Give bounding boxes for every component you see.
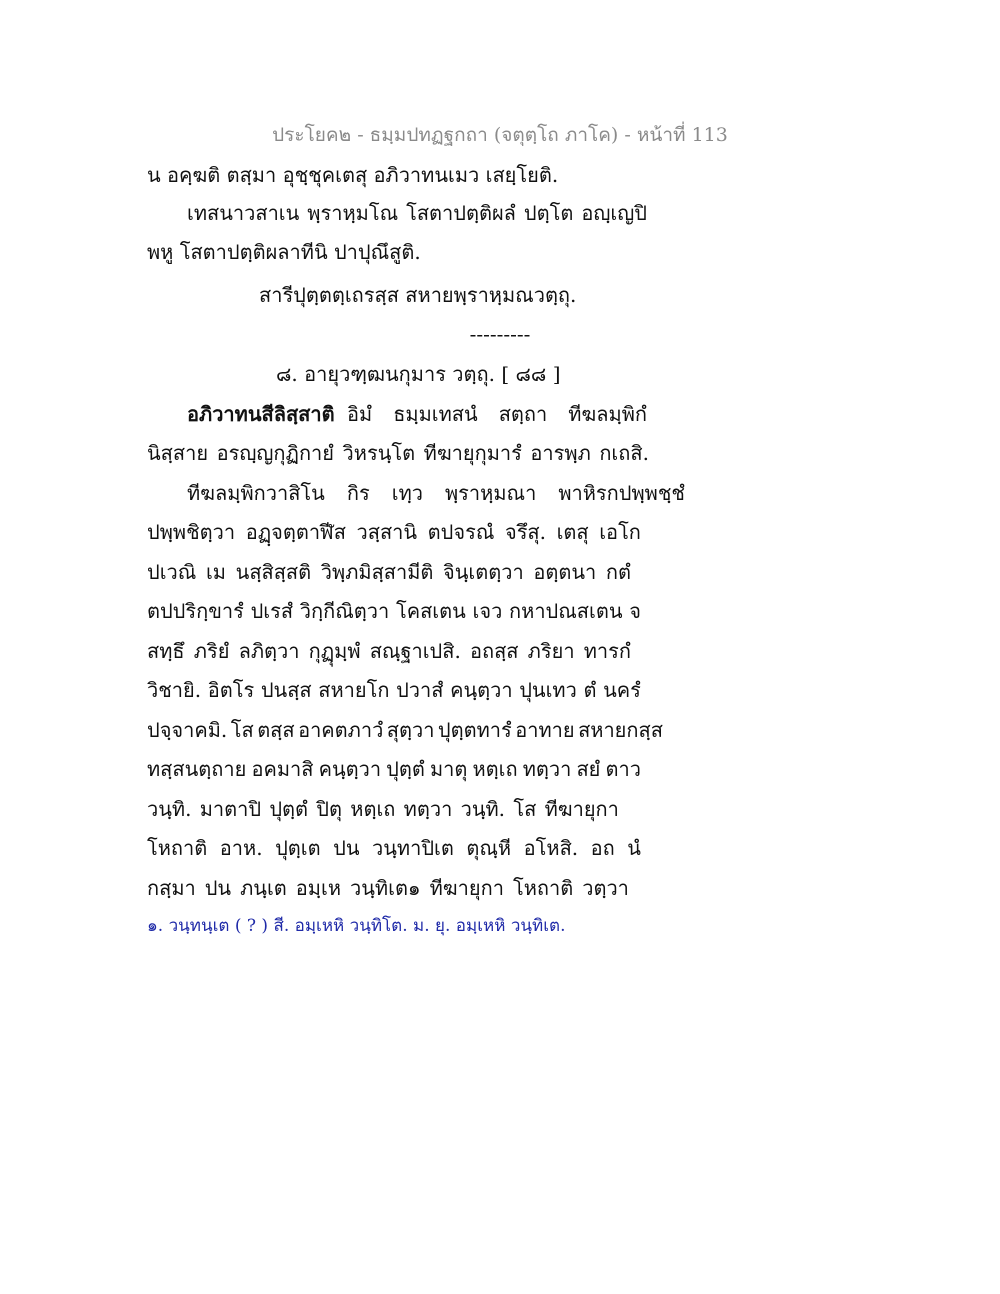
text-line-12 xyxy=(147,637,631,665)
word: อถ xyxy=(590,836,615,860)
separator: --------- xyxy=(469,322,531,346)
text-line-14 xyxy=(147,716,663,744)
word: จรึสุ. xyxy=(504,520,546,544)
word: นครํ xyxy=(603,678,641,702)
text-line-17 xyxy=(147,834,641,862)
word: พฺราหฺมโณ xyxy=(307,201,399,225)
word: อญฺเญปิ xyxy=(581,201,647,225)
word: อาห. xyxy=(219,836,263,860)
word: ภนฺเต xyxy=(240,876,287,900)
text-line-13 xyxy=(147,676,641,704)
word: อิมํ xyxy=(347,402,373,426)
word: เอโก xyxy=(599,520,641,544)
word: นิสฺสาย xyxy=(147,441,209,465)
page-header: ประโยค๒ - ธมฺมปทฏฐกถา (จตุตฺโถ ภาโค) - หน้าที่ 113 xyxy=(272,124,728,146)
text-line-10 xyxy=(147,558,631,586)
word: เทสนาวสาเน xyxy=(187,201,300,225)
word: เทฺว xyxy=(391,481,423,505)
word: โสตาปตฺติผลํ xyxy=(406,201,516,225)
word: ภริยํ xyxy=(193,639,230,663)
word: ทีฆายุกา xyxy=(429,876,504,900)
word: อตฺตนา xyxy=(533,560,597,584)
word: ตสฺส xyxy=(257,718,295,742)
text-line-8 xyxy=(187,479,685,507)
word: ตํ xyxy=(583,678,597,702)
word: ปุตฺตํ xyxy=(269,797,309,821)
word: ปุตฺเต xyxy=(275,836,321,860)
word: กสฺมา xyxy=(147,876,196,900)
word: กเถสิ. xyxy=(599,441,649,465)
text-line-4: สารีปุตฺตตฺเถรสฺส สหายพฺราหฺมณวตฺถุ. xyxy=(259,283,577,307)
word: พฺราหฺมณา xyxy=(445,481,537,505)
word: สทฺธึ xyxy=(147,639,185,663)
word: สตฺถา xyxy=(498,402,548,426)
word: ปุนเทว xyxy=(519,678,577,702)
footnote: ๑. วนฺทนฺเต ( ? ) สี. อมฺเหหิ วนฺทิโต. ม. ยุ. อมฺเหหิ วนฺทิเต. xyxy=(147,916,566,936)
word: โส xyxy=(230,718,254,742)
word: ปน xyxy=(333,836,360,860)
word: สุตฺวา xyxy=(386,718,435,742)
word: ลภิตฺวา xyxy=(238,639,300,663)
word: หตฺเถ xyxy=(350,797,396,821)
word: นสฺสิสฺสติ xyxy=(235,560,312,584)
word: ปวาสํ xyxy=(396,678,444,702)
word: ทีฆลมฺพิกํ xyxy=(568,402,647,426)
word: โคสเตน xyxy=(395,599,466,623)
word: ทีฆายุกุมารํ xyxy=(423,441,522,465)
word: เจว xyxy=(472,599,503,623)
word: โส xyxy=(513,797,537,821)
word: ตปปริกฺขารํ xyxy=(147,599,244,623)
word: สยํ xyxy=(576,757,601,781)
word: สหายโก xyxy=(318,678,390,702)
word: กุฏุมฺพํ xyxy=(308,639,361,663)
word: สหายกสฺส xyxy=(578,718,663,742)
word: ปุตฺตทารํ xyxy=(437,718,512,742)
word: วิพฺภมิสฺสามีติ xyxy=(320,560,434,584)
word: คนฺตฺวา xyxy=(318,757,382,781)
text-line-3: พหู โสตาปตฺติผลาทีนิ ปาปุณึสูติ. xyxy=(147,240,421,264)
text-line-6-words xyxy=(347,400,647,428)
section-title: ๘. อายุวฑฺฒนกุมาร วตฺถุ. [ ๘๘ ] xyxy=(276,362,561,386)
word: หตฺเถ xyxy=(472,757,518,781)
text-line-7 xyxy=(147,439,649,467)
word: อฏฺจตฺตาฬีส xyxy=(245,520,346,544)
word: นํ xyxy=(627,836,641,860)
word: ทีฆายุกา xyxy=(544,797,619,821)
word: วิกฺกีณิตฺวา xyxy=(299,599,390,623)
word: วตฺวา xyxy=(582,876,629,900)
word: ปพฺพชิตฺวา xyxy=(147,520,236,544)
word: ปน xyxy=(204,876,232,900)
word: กตํ xyxy=(605,560,631,584)
word: อิตโร xyxy=(207,678,255,702)
word: คนฺตฺวา xyxy=(450,678,513,702)
word: วสฺสานิ xyxy=(356,520,418,544)
word: วนฺทิเต๑ xyxy=(350,876,421,900)
text-line-18 xyxy=(147,874,629,902)
word: ธมฺมเทสนํ xyxy=(393,402,478,426)
word: อาทาย xyxy=(515,718,575,742)
word: ทตฺวา xyxy=(522,757,572,781)
word: ปจฺจาคมิ. xyxy=(147,718,228,742)
word: ปุตฺตํ xyxy=(386,757,425,781)
word: ปเวณิ xyxy=(147,560,197,584)
word: ตุณฺหี xyxy=(466,836,512,860)
text-line-15 xyxy=(147,755,641,783)
word: ภริยา xyxy=(527,639,575,663)
word: ปนสฺส xyxy=(260,678,312,702)
word: อคมาสิ xyxy=(251,757,314,781)
text-line-6 xyxy=(187,400,647,428)
word: ทารกํ xyxy=(583,639,631,663)
text-line-11 xyxy=(147,597,641,625)
word: อมฺเห xyxy=(295,876,342,900)
word: ปตฺโต xyxy=(523,201,574,225)
word: อาคตภาวํ xyxy=(298,718,384,742)
word: โหถาติ xyxy=(512,876,574,900)
word: อรญฺญกุฏิกายํ xyxy=(216,441,335,465)
word: ปเรสํ xyxy=(250,599,294,623)
text-line-9 xyxy=(147,518,641,546)
word: จินฺเตตฺวา xyxy=(443,560,524,584)
text-line-2 xyxy=(187,199,647,227)
word: มาตุ xyxy=(429,757,468,781)
word: วนฺทาปิเต xyxy=(372,836,454,860)
word: จ xyxy=(629,599,641,623)
word: ตาว xyxy=(605,757,641,781)
word: ทตฺวา xyxy=(403,797,453,821)
word: ทีฆลมฺพิกวาสิโน xyxy=(187,481,325,505)
word: พาหิรกปพฺพชฺชํ xyxy=(558,481,685,505)
word: ปิตุ xyxy=(316,797,342,821)
word: วนฺทิ. xyxy=(460,797,506,821)
word: อถสฺส xyxy=(469,639,519,663)
word: เม xyxy=(205,560,226,584)
word: สณฺฐาเปสิ. xyxy=(369,639,461,663)
word: ทสฺสนตฺถาย xyxy=(147,757,247,781)
word: ตปจรณํ xyxy=(427,520,495,544)
word: วิหรนฺโต xyxy=(342,441,416,465)
word: วนฺทิ. xyxy=(147,797,192,821)
word: โหถาติ xyxy=(147,836,208,860)
word: กหาปณสเตน xyxy=(509,599,623,623)
text-line-1: น อคฺฆติ ตสฺมา อุชฺชุคเตสุ อภิวาทนเมว เสยฺโยติ. xyxy=(147,163,559,187)
word: วิชายิ. xyxy=(147,678,202,702)
word: มาตาปิ xyxy=(199,797,262,821)
word: กิร xyxy=(346,481,370,505)
word: อารพฺภ xyxy=(530,441,591,465)
text-line-16 xyxy=(147,795,619,823)
word: เตสุ xyxy=(556,520,589,544)
heading-word: อภิวาทนสีลิสฺสาติ xyxy=(187,402,335,426)
word: อโหสิ. xyxy=(523,836,579,860)
